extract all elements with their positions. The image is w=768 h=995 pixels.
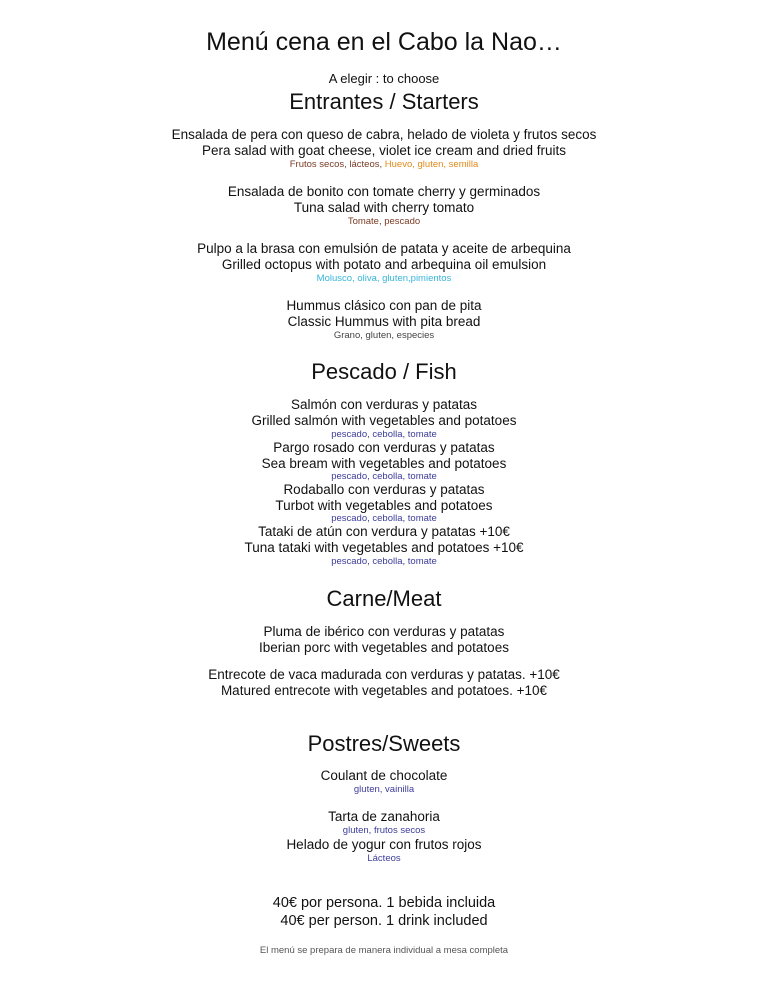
allergen-list: Molusco, oliva, gluten,pimientos <box>316 273 452 284</box>
allergen-list: pescado, cebolla, tomate <box>331 429 437 440</box>
dish-name-en: Turbot with vegetables and potatoes <box>275 498 493 513</box>
dish-name-es: Ensalada de bonito con tomate cherry y germinados <box>227 184 541 199</box>
dish-name-es: Tarta de zanahoria <box>328 809 440 824</box>
dish-name-es: Entrecote de vaca madurada con verduras y patatas. +10€ <box>208 667 560 682</box>
allergen-text-a: Frutos secos, lácteos, <box>289 159 385 170</box>
dish-name-en: Grilled salmón with vegetables and potatoes <box>251 413 517 428</box>
dish-name-en: Pera salad with goat cheese, violet ice cream and dried fruits <box>202 143 566 158</box>
choose-subtitle: A elegir : to choose <box>328 71 440 86</box>
price-es: 40€ por persona. 1 bebida incluida <box>272 895 496 911</box>
dish-name-es: Ensalada de pera con queso de cabra, helado de violeta y frutos secos <box>171 127 597 142</box>
allergen-list: pescado, cebolla, tomate <box>331 556 437 567</box>
allergen-list: pescado, cebolla, tomate <box>331 471 437 482</box>
dish-name-en: Sea bream with vegetables and potatoes <box>261 456 507 471</box>
section-heading-starters: Entrantes / Starters <box>289 89 479 114</box>
price-en: 40€ per person. 1 drink included <box>280 913 488 929</box>
dish-name-en: Tuna salad with cherry tomato <box>293 200 475 215</box>
dish-name-es: Hummus clásico con pan de pita <box>286 298 482 313</box>
dish-name-en: Iberian porc with vegetables and potatoes <box>259 640 509 655</box>
page-title: Menú cena en el Cabo la Nao… <box>206 28 562 56</box>
dish-name-en: Matured entrecote with vegetables and potatoes. +10€ <box>220 683 548 698</box>
allergen-text-b: Huevo, gluten, semilla <box>384 159 479 170</box>
dish-name-es: Pluma de ibérico con verduras y patatas <box>263 624 505 639</box>
allergen-list <box>0 159 768 171</box>
section-heading-fish: Pescado / Fish <box>311 359 457 384</box>
section-heading-desserts: Postres/Sweets <box>307 731 461 756</box>
allergen-list: gluten, vainilla <box>353 784 415 795</box>
dish-name-es: Helado de yogur con frutos rojos <box>286 837 482 852</box>
allergen-list: Tomate, pescado <box>347 216 421 227</box>
dish-name-es: Pulpo a la brasa con emulsión de patata y aceite de arbequina <box>197 241 571 256</box>
dish-name-es: Pargo rosado con verduras y patatas <box>273 440 495 455</box>
allergen-list: Grano, gluten, especies <box>333 330 435 341</box>
footer-note: El menú se prepara de manera individual a mesa completa <box>259 945 509 956</box>
dish-name-es: Coulant de chocolate <box>320 768 448 783</box>
allergen-list: pescado, cebolla, tomate <box>331 513 437 524</box>
dish-name-en: Classic Hummus with pita bread <box>287 314 481 329</box>
dish-name-es: Salmón con verduras y patatas <box>290 397 478 412</box>
dish-name-es: Rodaballo con verduras y patatas <box>283 482 485 497</box>
dish-name-en: Grilled octopus with potato and arbequina oil emulsion <box>221 257 547 272</box>
dish-name-es: Tataki de atún con verdura y patatas +10€ <box>258 524 510 539</box>
dish-name-en: Tuna tataki with vegetables and potatoes +10€ <box>244 540 524 555</box>
section-heading-meat: Carne/Meat <box>326 586 442 611</box>
allergen-list: Lácteos <box>367 853 401 864</box>
allergen-list: gluten, frutos secos <box>342 825 426 836</box>
